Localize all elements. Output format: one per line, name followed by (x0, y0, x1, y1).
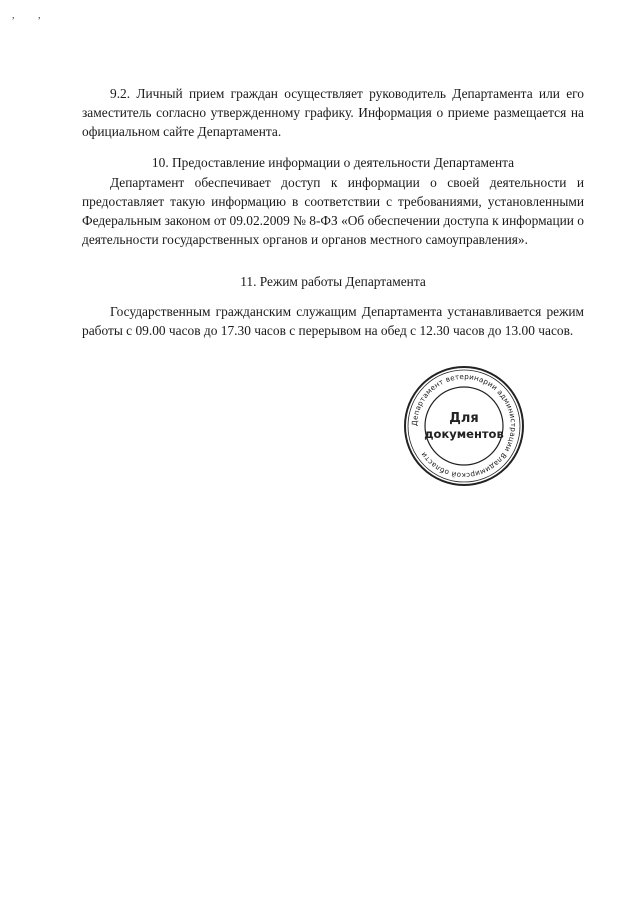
section-11-paragraph (82, 302, 584, 340)
section-10-title: 10. Предоставление информации о деятельности Департамента (151, 155, 515, 170)
official-stamp (402, 364, 526, 488)
section-10-paragraph (82, 173, 584, 249)
stamp-line-1: Для (449, 411, 479, 426)
scan-mark: , (12, 10, 15, 21)
paragraph-9-2 (82, 84, 584, 141)
stamp-ring-text: Департамент ветеринарии администрации Владимирской области (409, 371, 519, 481)
section-11-text: Государственным гражданским служащим Департамента устанавливается режим работы с 09.00 часов до 17.30 часов с перерывом на обед с 12.30 часов до 13.00 часов. (82, 304, 584, 338)
section-10-text: Департамент обеспечивает доступ к информации о своей деятельности и предоставляет такую информацию в соответствии с требованиями, установленными Федеральным законом от 09.02.2009 № 8-ФЗ «Об обеспечении доступа к информации о деятельности государственных органов и органов местного самоуправления». (82, 175, 584, 247)
section-11-title: 11. Режим работы Департамента (240, 274, 426, 289)
stamp-line-2: документов (424, 427, 504, 441)
paragraph-9-2-text: 9.2. Личный прием граждан осуществляет руководитель Департамента или его заместитель согласно утвержденному графику. Информация о приеме размещается на официальном сайте Департамента. (82, 86, 584, 139)
scan-mark: , (38, 10, 41, 21)
